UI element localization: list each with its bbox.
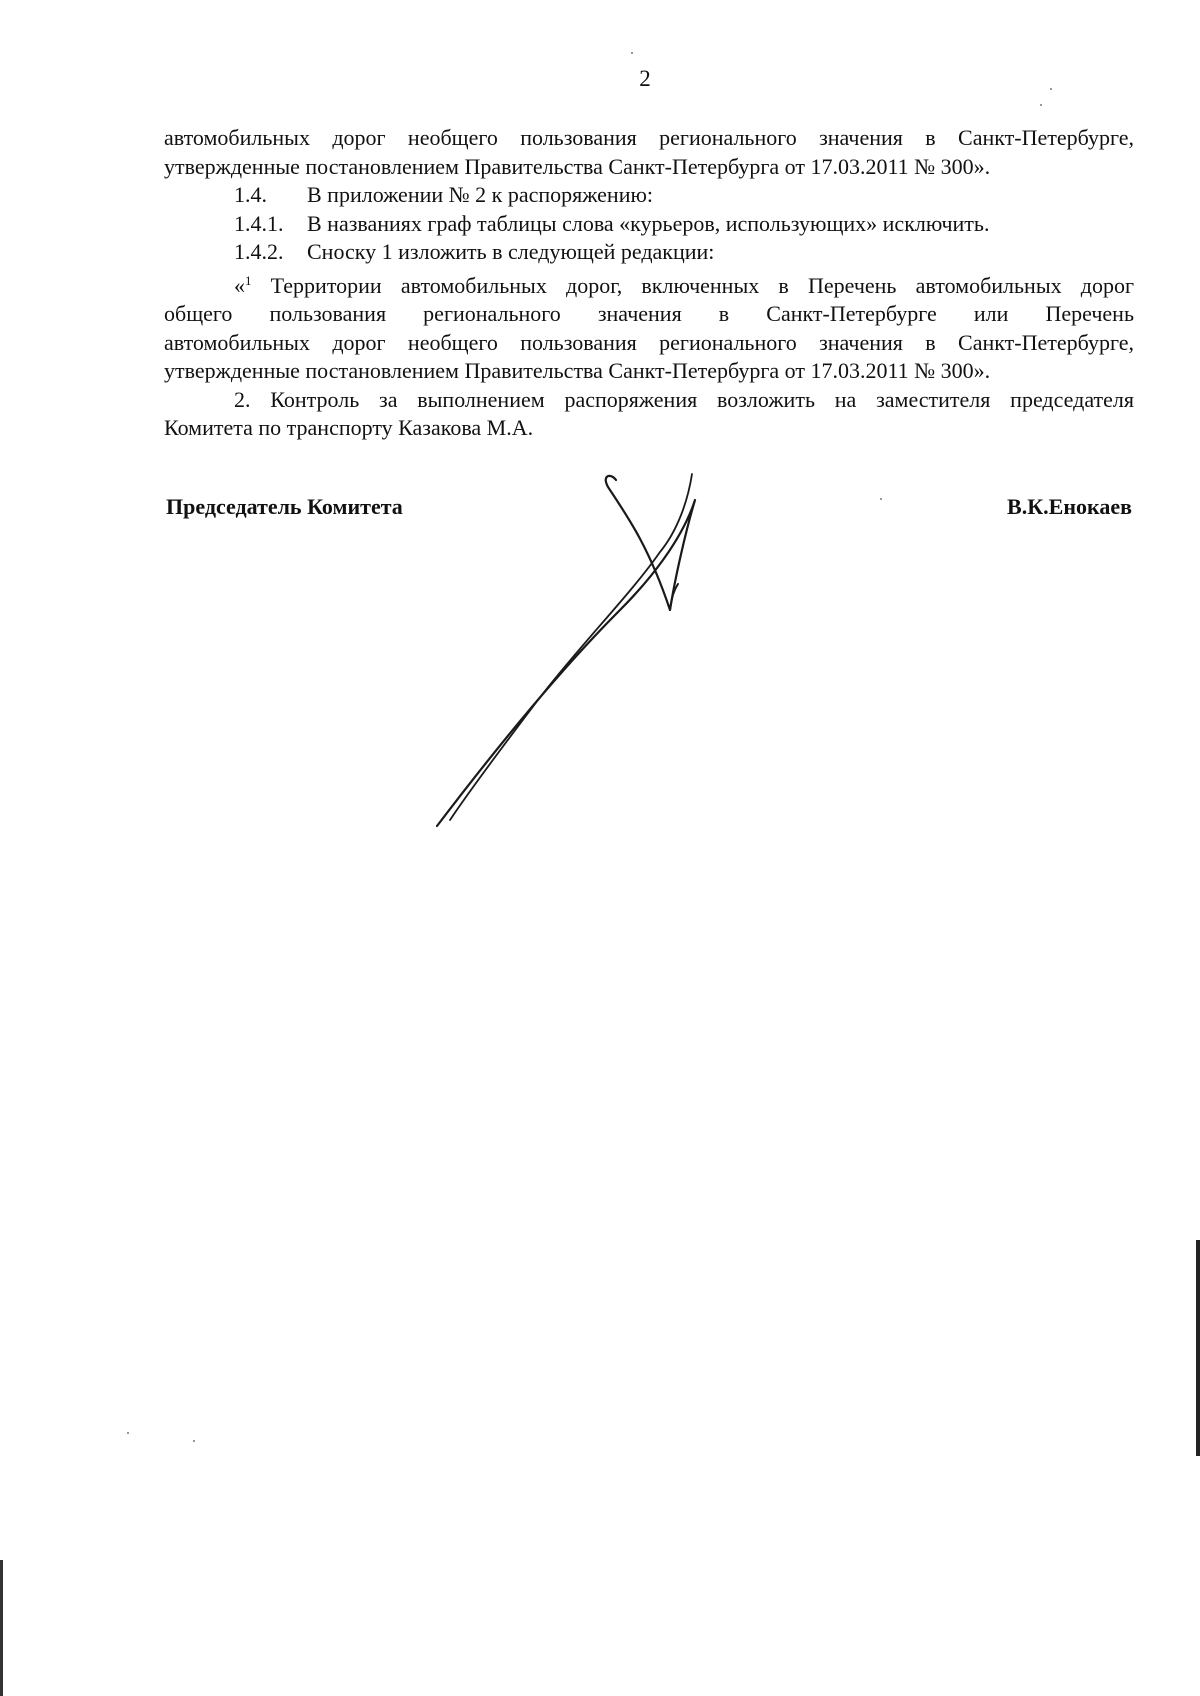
footnote-line: общего пользования регионального значения в Санкт-Петербурге или Перечень — [164, 301, 1134, 326]
footnote-marker: 1 — [245, 272, 252, 288]
scan-speck — [880, 498, 882, 500]
list-item-1-4-1 — [164, 210, 1134, 239]
signatory-name: В.К.Енокаев — [1007, 494, 1132, 519]
paragraph-line: Комитета по транспорту Казакова М.А. — [164, 415, 534, 440]
scan-speck — [127, 1432, 129, 1434]
item-number: 1.4. — [234, 182, 267, 207]
paragraph-line: автомобильных дорог необщего пользования регионального значения в Санкт-Петербурге, — [164, 125, 1134, 150]
scan-edge-mark — [0, 1560, 3, 1696]
footnote-line: утвержденные постановлением Правительства Санкт-Петербурга от 17.03.2011 № 300». — [164, 358, 991, 383]
footnote-line: автомобильных дорог необщего пользования регионального значения в Санкт-Петербурге, — [164, 329, 1134, 355]
footnote-line — [164, 267, 1134, 301]
list-item-1-4 — [164, 181, 1134, 210]
paragraph-line: утвержденные постановлением Правительства Санкт-Петербурга от 17.03.2011 № 300». — [164, 153, 991, 179]
item-number: 1.4.2. — [234, 239, 284, 264]
signatory-title: Председатель Комитета — [166, 494, 403, 519]
item-text: Сноску 1 изложить в следующей редакции: — [307, 239, 715, 264]
scan-speck — [193, 1440, 195, 1442]
page-number: 2 — [639, 66, 651, 91]
handwritten-signature — [420, 460, 740, 840]
document-body — [164, 124, 1134, 443]
scan-speck — [1050, 88, 1052, 90]
list-item-1-4-2 — [164, 238, 1134, 267]
paragraph-line: 2. Контроль за выполнением распоряжения возложить на заместителя председателя — [234, 386, 1134, 412]
scan-speck — [631, 52, 633, 54]
item-text: В названиях граф таблицы слова «курьеров, использующих» исключить. — [307, 210, 990, 236]
footnote-text: Территории автомобильных дорог, включенных в Перечень автомобильных дорог — [251, 272, 1134, 298]
item-text: В приложении № 2 к распоряжению: — [307, 182, 654, 207]
scan-speck — [1040, 104, 1042, 106]
quote-mark: « — [234, 272, 245, 298]
scan-edge-mark — [1196, 1240, 1200, 1456]
item-number: 1.4.1. — [234, 210, 284, 236]
